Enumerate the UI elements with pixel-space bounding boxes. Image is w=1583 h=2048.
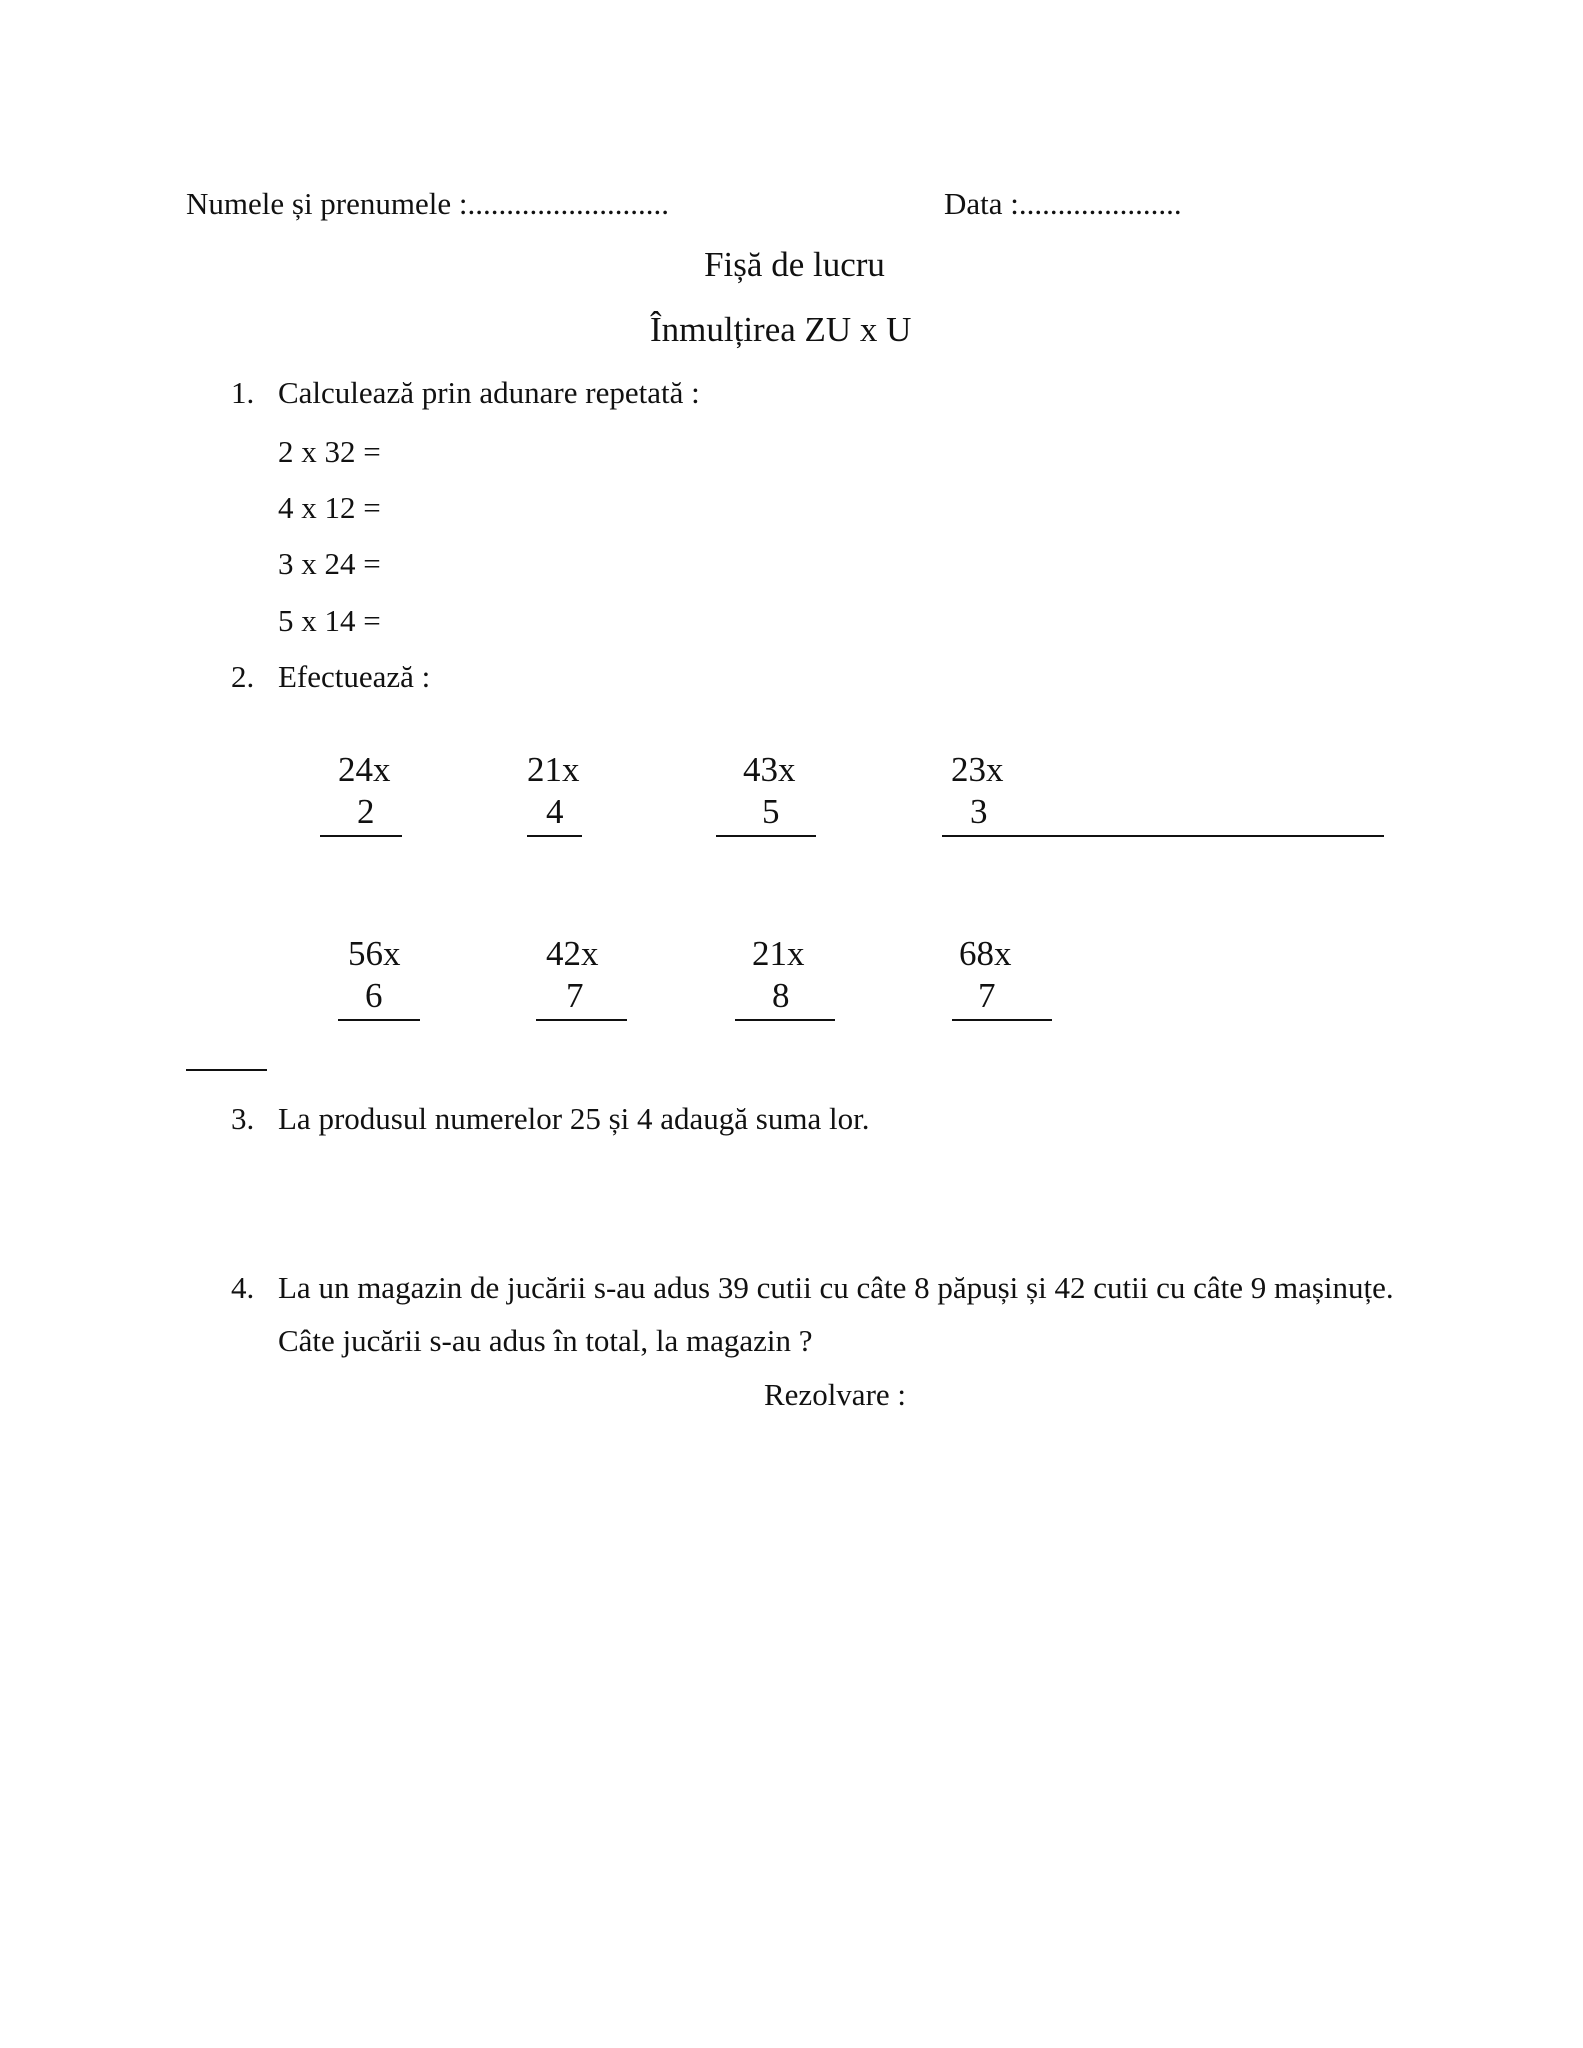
exercise-3-number: 3. bbox=[231, 1101, 255, 1136]
result-line bbox=[527, 835, 582, 837]
date-field-label: Data :..................... bbox=[944, 186, 1182, 221]
multiplier: 5 bbox=[762, 792, 780, 831]
result-line bbox=[338, 1019, 420, 1021]
exercise-3-text: La produsul numerelor 25 și 4 adaugă suma lor. bbox=[278, 1101, 870, 1136]
multiplier: 2 bbox=[357, 792, 375, 831]
multiplier: 4 bbox=[546, 792, 564, 831]
exercise-4-line-2: Câte jucării s-au adus în total, la magazin ? bbox=[278, 1323, 813, 1358]
exercise-1-number: 1. bbox=[231, 375, 255, 410]
result-line bbox=[320, 835, 402, 837]
multiplier: 3 bbox=[970, 792, 988, 831]
multiplicand: 21x bbox=[752, 934, 805, 973]
exercise-4-line-1: La un magazin de jucării s-au adus 39 cutii cu câte 8 păpuși și 42 cutii cu câte 9 mașinuțe. bbox=[278, 1270, 1394, 1305]
result-line bbox=[716, 835, 816, 837]
result-line bbox=[942, 835, 1384, 837]
exercise-1-item: 4 x 12 = bbox=[278, 490, 381, 525]
multiplicand: 56x bbox=[348, 934, 401, 973]
multiplier: 8 bbox=[772, 976, 790, 1015]
multiplicand: 43x bbox=[743, 750, 796, 789]
exercise-2-number: 2. bbox=[231, 659, 255, 694]
worksheet-title: Fișă de lucru bbox=[704, 245, 885, 284]
multiplier: 7 bbox=[566, 976, 584, 1015]
result-line bbox=[735, 1019, 835, 1021]
exercise-2-instruction: Efectuează : bbox=[278, 659, 431, 694]
multiplicand: 24x bbox=[338, 750, 391, 789]
exercise-1-item: 3 x 24 = bbox=[278, 546, 381, 581]
exercise-1-item: 2 x 32 = bbox=[278, 434, 381, 469]
exercise-1-item: 5 x 14 = bbox=[278, 603, 381, 638]
multiplier: 6 bbox=[365, 976, 383, 1015]
solution-label: Rezolvare : bbox=[764, 1377, 907, 1412]
name-field-label: Numele și prenumele :.......................... bbox=[186, 186, 669, 221]
multiplier: 7 bbox=[978, 976, 996, 1015]
exercise-4-number: 4. bbox=[231, 1270, 255, 1305]
multiplicand: 21x bbox=[527, 750, 580, 789]
result-line bbox=[952, 1019, 1052, 1021]
multiplicand: 42x bbox=[546, 934, 599, 973]
multiplicand: 23x bbox=[951, 750, 1004, 789]
exercise-1-instruction: Calculează prin adunare repetată : bbox=[278, 375, 700, 410]
result-line bbox=[536, 1019, 627, 1021]
worksheet-subtitle: Înmulțirea ZU x U bbox=[650, 310, 912, 349]
separator-line bbox=[186, 1069, 267, 1071]
multiplicand: 68x bbox=[959, 934, 1012, 973]
